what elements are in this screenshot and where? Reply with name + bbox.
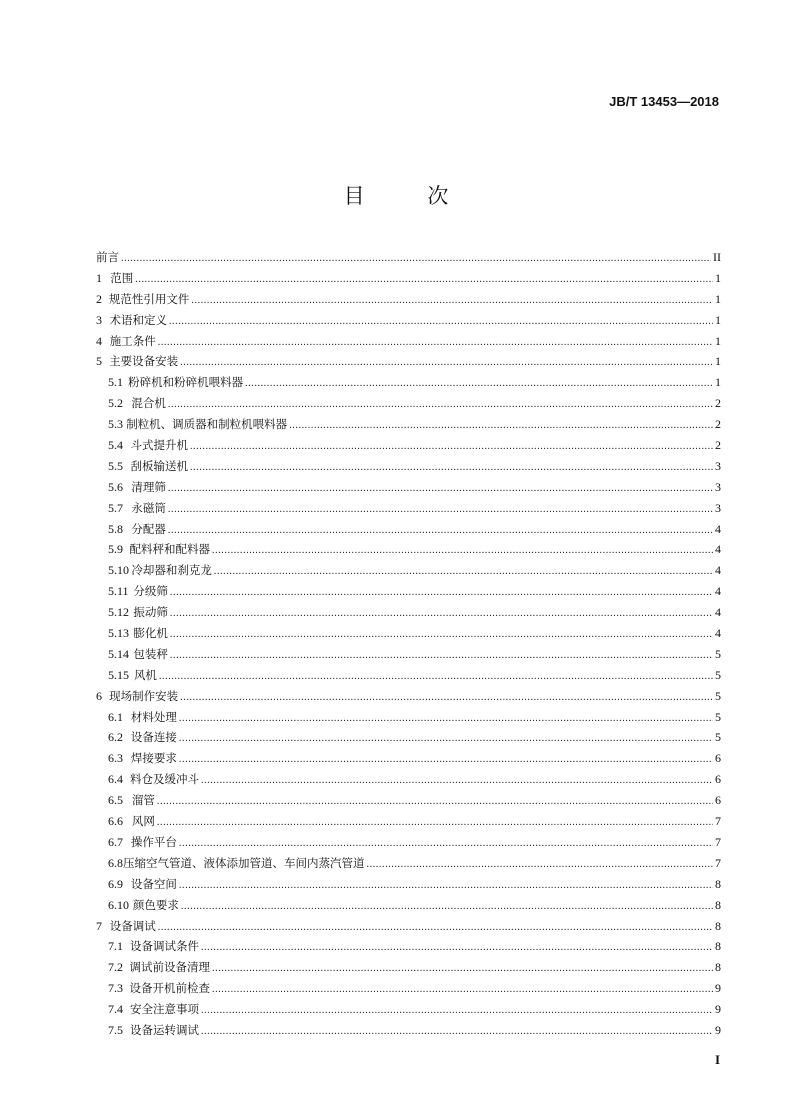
toc-entry-title: 风机 [133,667,157,682]
toc-entry[interactable] [96,583,721,604]
toc-dot-leader [135,274,713,285]
toc-entry-number: 5.10 [108,563,129,578]
toc-entry-title: 粉碎机和粉碎机喂料器 [128,375,244,390]
toc-entry-page: 5 [715,646,721,661]
toc-entry-page: 4 [715,605,721,620]
toc-entry[interactable] [96,270,721,291]
toc-entry-title: 调试前设备清理 [129,960,210,975]
toc-entry[interactable] [96,374,721,395]
toc-entry[interactable] [96,959,721,980]
toc-entry-page: 6 [715,751,721,766]
toc-entry-page: 8 [715,960,721,975]
toc-entry-title: 设备运转调试 [129,1022,199,1037]
toc-entry-title: 溜管 [131,793,155,808]
toc-entry-page: 8 [715,876,721,891]
toc-dot-leader [168,525,713,536]
toc-dot-leader [214,566,713,577]
toc-entry-title: 设备调试条件 [129,939,199,954]
toc-entry[interactable] [96,855,721,876]
toc-entry[interactable] [96,1022,721,1043]
toc-entry[interactable] [96,750,721,771]
toc-entry-number: 6.1 [108,709,123,724]
toc-entry[interactable] [96,541,721,562]
toc-entry-page: 1 [715,375,721,390]
toc-entry-title: 焊接要求 [130,751,177,766]
toc-dot-leader [190,462,713,473]
toc-dot-leader [201,1026,713,1037]
toc-entry-title: 斗式提升机 [130,438,188,453]
toc-entry-page: 7 [715,855,721,870]
toc-dot-leader [170,629,713,640]
toc-entry-title: 设备开机前检查 [129,981,210,996]
toc-dot-leader [158,922,713,933]
standard-code: JB/T 13453—2018 [609,94,719,109]
toc-entry-title: 风网 [131,814,155,829]
toc-entry-title: 术语和定义 [109,312,167,327]
toc-entry-page: 5 [715,730,721,745]
toc-dot-leader [159,671,713,682]
toc-entry[interactable] [96,291,721,312]
toc-entry-title: 分配器 [131,521,166,536]
toc-entry-number: 6.7 [108,834,123,849]
toc-entry-page: 5 [715,667,721,682]
toc-entry-number: 6.2 [108,730,123,745]
toc-entry[interactable] [96,729,721,750]
toc-entry-page: 2 [715,438,721,453]
toc-dot-leader [212,545,713,556]
toc-dot-leader [201,775,713,786]
toc-entry[interactable] [96,521,721,542]
toc-entry-page: 1 [715,270,721,285]
toc-entry-title: 配料秤和配料器 [129,542,210,557]
toc-entry-number: 6.5 [108,793,123,808]
toc-entry[interactable] [96,709,721,730]
toc-entry[interactable] [96,792,721,813]
toc-entry-title: 范围 [110,270,134,285]
toc-entry-page: 1 [715,333,721,348]
toc-entry-number: 5.5 [108,458,123,473]
toc-dot-leader [179,733,713,744]
toc-entry-title: 施工条件 [109,333,156,348]
toc-dot-leader [180,357,713,368]
toc-entry-number: 7.2 [108,960,123,975]
toc-entry-title: 操作平台 [130,834,177,849]
toc-dot-leader [157,817,713,828]
toc-entry-page: 9 [715,1002,721,1017]
toc-entry-number: 7.1 [108,939,123,954]
toc-entry[interactable] [96,918,721,939]
toc-entry-number: 7.5 [108,1022,123,1037]
toc-entry-number: 5.8 [108,521,123,536]
toc-entry[interactable] [96,458,721,479]
toc-entry-title: 压缩空气管道、液体添加管道、车间内蒸汽管道 [123,855,365,870]
toc-entry-number: 5.13 [108,626,129,641]
toc-entry-number: 5.11 [108,584,129,599]
toc-entry-title: 现场制作安装 [109,688,179,703]
page-title: 目 次 [343,184,477,208]
toc-entry-title: 清理筛 [131,479,166,494]
toc-entry-page: 1 [715,291,721,306]
toc-entry[interactable] [96,667,721,688]
toc-entry-page: 8 [715,939,721,954]
toc-dot-leader [170,650,713,661]
toc-entry-page: 4 [715,584,721,599]
toc-entry[interactable] [96,500,721,521]
toc-entry-number: 6.9 [108,876,123,891]
toc-entry-title: 冷却器和刹克龙 [131,563,212,578]
toc-dot-leader [201,942,713,953]
toc-entry-number: 5 [96,354,102,369]
toc-entry-number: 5.6 [108,479,123,494]
toc-entry-title: 振动筛 [133,605,168,620]
toc-entry-title: 前言 [96,250,119,264]
toc-entry[interactable] [96,437,721,458]
toc-entry-title: 膨化机 [133,626,168,641]
toc-entry-title: 设备调试 [109,918,156,933]
toc-entry-page: 5 [715,688,721,703]
toc-entry-number: 7.4 [108,1002,123,1017]
toc-dot-leader [168,504,713,515]
toc-entry-title: 制粒机、调质器和制粒机喂料器 [126,417,288,432]
toc-entry[interactable] [96,312,721,333]
toc-entry-page: 1 [715,354,721,369]
toc-entry-title: 料仓及缓冲斗 [129,772,199,787]
toc-entry-number: 3 [96,312,102,327]
toc-entry[interactable] [96,897,721,918]
toc-entry[interactable] [96,688,721,709]
toc-entry-page: 2 [715,396,721,411]
toc-entry-number: 6.6 [108,814,123,829]
toc-entry[interactable] [96,834,721,855]
toc-entry-page: II [713,250,721,264]
toc-entry[interactable] [96,249,721,270]
toc-dot-leader [170,608,713,619]
toc-entry-number: 1 [96,270,102,285]
toc-dot-leader [179,838,713,849]
toc-entry-page: 9 [715,1022,721,1037]
toc-entry[interactable] [96,771,721,792]
toc-dot-leader [170,587,713,598]
toc-dot-leader [191,295,713,306]
toc-entry[interactable] [96,876,721,897]
toc-entry-number: 5.7 [108,500,123,515]
toc-dot-leader [168,483,713,494]
toc-entry-title: 颜色要求 [132,897,179,912]
toc-entry-number: 5.1 [108,375,123,390]
toc-entry-title: 主要设备安装 [109,354,179,369]
toc-dot-leader [289,420,713,431]
toc-entry-number: 5.4 [108,438,123,453]
toc-entry-number: 4 [96,333,102,348]
toc-entry-title: 永磁筒 [131,500,166,515]
toc-entry-number: 5.2 [108,396,123,411]
toc-entry-page: 2 [715,417,721,432]
toc-dot-leader [121,253,711,264]
toc-entry-page: 7 [715,814,721,829]
toc-dot-leader [212,984,713,995]
toc-entry[interactable] [96,479,721,500]
toc-entry-number: 2 [96,291,102,306]
toc-entry-page: 1 [715,312,721,327]
toc-entry-page: 4 [715,563,721,578]
toc-dot-leader [245,378,713,389]
toc-entry-number: 7 [96,918,102,933]
toc-entry[interactable] [96,1001,721,1022]
toc-dot-leader [179,754,713,765]
page-number: I [714,1052,720,1067]
toc-entry-title: 包装秤 [133,646,168,661]
toc-entry-page: 6 [715,772,721,787]
toc-dot-leader [179,880,713,891]
toc-entry[interactable] [96,980,721,1001]
toc-entry[interactable] [96,333,721,354]
toc-entry-title: 设备连接 [130,730,177,745]
toc-entry-number: 5.9 [108,542,123,557]
toc-dot-leader [367,859,714,870]
toc-entry-page: 4 [715,521,721,536]
toc-entry[interactable] [96,625,721,646]
toc-entry-page: 6 [715,793,721,808]
toc-dot-leader [181,901,713,912]
toc-entry-number: 5.14 [108,646,129,661]
toc-entry-page: 3 [715,458,721,473]
toc-entry-page: 9 [715,981,721,996]
toc-entry[interactable] [96,562,721,583]
toc-dot-leader [157,796,713,807]
toc-dot-leader [169,316,713,327]
toc-dot-leader [158,337,713,348]
toc-entry-number: 6.10 [108,897,129,912]
toc-dot-leader [180,692,713,703]
toc-dot-leader [190,441,713,452]
toc-entry[interactable] [96,646,721,667]
toc-entry-number: 6.4 [108,772,123,787]
toc-entry-title: 刮板输送机 [130,458,188,473]
toc-entry-page: 4 [715,626,721,641]
toc-entry[interactable] [96,938,721,959]
toc-entry[interactable] [96,604,721,625]
toc-entry-page: 7 [715,834,721,849]
toc-entry[interactable] [96,813,721,834]
toc-entry-title: 混合机 [131,396,166,411]
toc-entry-number: 6.8 [108,855,123,870]
toc-entry-number: 5.15 [108,667,129,682]
toc-entry[interactable] [96,395,721,416]
toc-entry-number: 6 [96,688,102,703]
toc-entry-title: 规范性引用文件 [108,291,190,306]
toc-dot-leader [179,713,713,724]
toc-dot-leader [168,399,713,410]
toc-entry-number: 5.12 [108,605,129,620]
toc-entry-title: 安全注意事项 [129,1002,199,1017]
toc-entry-page: 4 [715,542,721,557]
toc-entry-page: 3 [715,479,721,494]
toc-entry[interactable] [96,353,721,374]
table-of-contents [96,249,721,1043]
toc-entry-number: 7.3 [108,981,123,996]
toc-entry-page: 5 [715,709,721,724]
toc-dot-leader [201,1005,713,1016]
toc-entry-title: 分级筛 [133,584,168,599]
toc-entry-page: 3 [715,500,721,515]
toc-entry-page: 8 [715,918,721,933]
toc-entry-title: 设备空间 [130,876,177,891]
toc-entry-page: 8 [715,897,721,912]
toc-entry-number: 6.3 [108,751,123,766]
toc-entry-number: 5.3 [108,417,123,432]
toc-dot-leader [212,963,713,974]
toc-entry-title: 材料处理 [130,709,177,724]
toc-entry[interactable] [96,416,721,437]
